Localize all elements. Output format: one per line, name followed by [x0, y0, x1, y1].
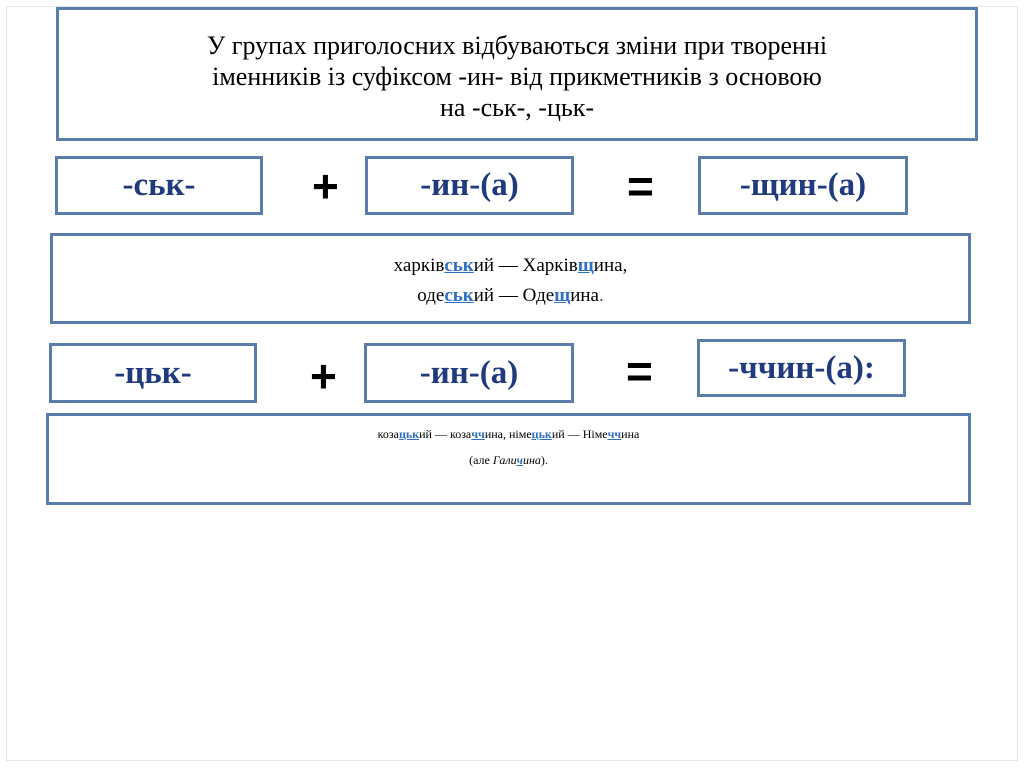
word-part: ина,	[593, 254, 628, 276]
suffix-chip-1: -ин-(а)	[365, 156, 574, 215]
equals-sign-2: =	[626, 345, 653, 397]
word-part: ина	[522, 453, 541, 467]
word-part: Оде	[522, 284, 555, 306]
word-part: (але	[469, 453, 493, 467]
highlight-cluster: ськ	[444, 284, 474, 306]
title-line-1: У групах приголосних відбуваються зміни при творенні	[206, 30, 828, 60]
examples-box-2	[46, 413, 971, 505]
word-part: коза	[377, 427, 399, 441]
word-part: Гали	[492, 453, 517, 467]
word-part: німе	[508, 427, 532, 441]
title-line-2: іменників із суфіксом -ин- від прикметників з основою	[212, 61, 822, 91]
dash: —	[494, 254, 523, 276]
highlight-cluster: ч	[516, 453, 523, 467]
highlight-cluster: щ	[554, 284, 571, 306]
suffix-chip-2: -ин-(а)	[364, 343, 574, 403]
word-part: ).	[540, 453, 548, 467]
title-box	[56, 7, 978, 141]
word-part: ина	[621, 427, 640, 441]
plus-sign-1: +	[312, 160, 339, 212]
dash: —	[564, 427, 583, 441]
title-line-3: на -ськ-, -цьк-	[439, 92, 595, 122]
word-part: Німе	[582, 427, 608, 441]
dash: —	[431, 427, 450, 441]
word-part: Харків	[522, 254, 578, 276]
example-line-2	[417, 281, 604, 311]
word-part: харків	[393, 254, 445, 276]
highlight-cluster: цьк	[531, 427, 552, 441]
result-chip-chchyn: -ччин-(а):	[697, 339, 906, 397]
dash: —	[494, 284, 523, 306]
highlight-cluster: чч	[607, 427, 622, 441]
highlight-cluster: цьк	[398, 427, 420, 441]
result-chip-shchyn: -щин-(а)	[698, 156, 908, 215]
word-part: ий	[551, 427, 565, 441]
example-line-1	[394, 251, 628, 281]
equals-sign-1: =	[627, 160, 654, 212]
word-part: ий	[473, 254, 495, 276]
word-part: коза	[449, 427, 472, 441]
example-line-3	[378, 421, 640, 447]
highlight-cluster: ськ	[444, 254, 474, 276]
period: .	[599, 284, 604, 306]
word-part: ий	[473, 284, 495, 306]
example-line-4	[469, 447, 548, 473]
base-chip-sk: -ськ-	[55, 156, 263, 215]
plus-sign-2: +	[310, 350, 337, 402]
highlight-cluster: щ	[577, 254, 594, 276]
word-part: ина	[570, 284, 599, 306]
word-part: ий	[419, 427, 432, 441]
word-part: ина,	[484, 427, 509, 441]
highlight-cluster: чч	[471, 427, 485, 441]
word-part: оде	[417, 284, 445, 306]
base-chip-tsk: -цьк-	[49, 343, 257, 403]
examples-box-1	[50, 233, 971, 324]
